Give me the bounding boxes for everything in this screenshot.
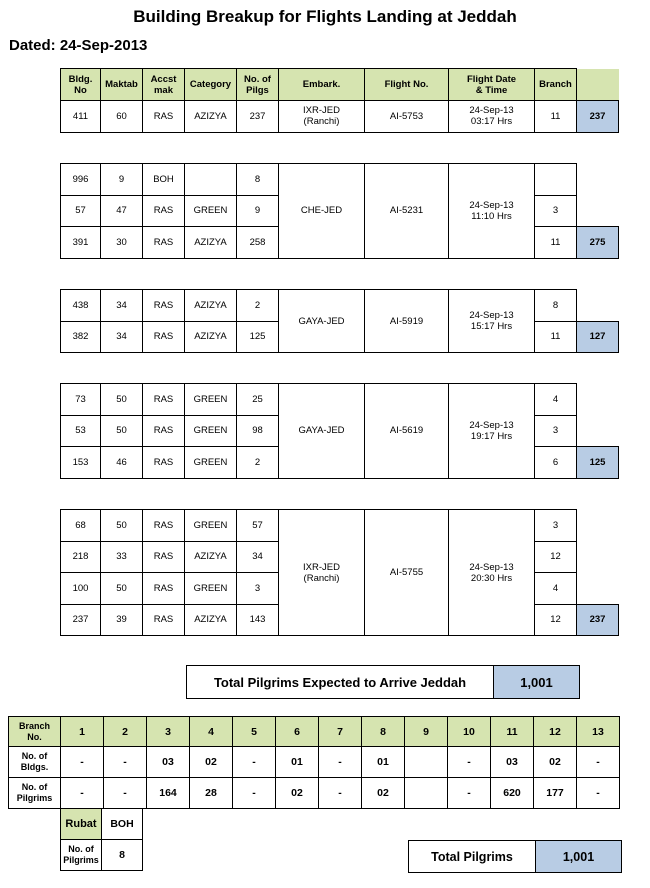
pilgrims-count-cell	[405, 778, 448, 809]
pilgs-cell: 3	[237, 573, 279, 605]
pilgs-cell: 34	[237, 541, 279, 573]
flight-datetime-cell: 24-Sep-13 19:17 Hrs	[449, 384, 535, 479]
bldg-no-cell: 382	[61, 321, 101, 353]
branch-number-cell: 7	[319, 717, 362, 747]
pilgs-cell: 9	[237, 195, 279, 227]
flight-no-cell: AI-5753	[365, 101, 449, 133]
bldgs-count-cell	[405, 747, 448, 778]
pilgs-cell: 143	[237, 604, 279, 636]
bldg-no-cell: 53	[61, 415, 101, 447]
pilgs-cell: 57	[237, 510, 279, 542]
flight-no-cell: AI-5231	[365, 164, 449, 259]
col-header: No. of Pilgs	[237, 69, 279, 101]
rubat-table	[60, 808, 143, 871]
expected-total-box	[186, 665, 580, 699]
flight-datetime-cell: 24-Sep-13 15:17 Hrs	[449, 290, 535, 353]
branch-number-cell: 3	[147, 717, 190, 747]
flight-datetime-cell: 24-Sep-13 03:17 Hrs	[449, 101, 535, 133]
accst-mak-cell: RAS	[143, 227, 185, 259]
bldg-no-cell: 438	[61, 290, 101, 322]
pilgs-cell: 98	[237, 415, 279, 447]
pilgs-cell: 125	[237, 321, 279, 353]
empty-cell	[577, 164, 619, 196]
branch-cell	[535, 164, 577, 196]
category-cell: GREEN	[185, 415, 237, 447]
pilgrims-count-cell: 28	[190, 778, 233, 809]
pilgrims-count-cell: -	[61, 778, 104, 809]
pilgrims-count-cell: -	[104, 778, 147, 809]
flight-no-cell: AI-5919	[365, 290, 449, 353]
branch-number-cell: 12	[534, 717, 577, 747]
flight-datetime-cell: 24-Sep-13 11:10 Hrs	[449, 164, 535, 259]
branch-cell: 6	[535, 447, 577, 479]
category-cell: GREEN	[185, 195, 237, 227]
branch-cell: 11	[535, 227, 577, 259]
embark-cell: IXR-JED (Ranchi)	[279, 101, 365, 133]
maktab-cell: 30	[101, 227, 143, 259]
branch-cell: 4	[535, 384, 577, 416]
maktab-cell: 34	[101, 321, 143, 353]
group-total-cell: 237	[577, 101, 619, 133]
col-header: Maktab	[101, 69, 143, 101]
pilgrims-count-cell: -	[233, 778, 276, 809]
branch-number-cell: 9	[405, 717, 448, 747]
maktab-cell: 50	[101, 510, 143, 542]
category-cell: AZIZYA	[185, 321, 237, 353]
branch-cell: 8	[535, 290, 577, 322]
branch-no-header: Branch No.	[9, 717, 61, 747]
col-header: Category	[185, 69, 237, 101]
empty-cell	[577, 290, 619, 322]
empty-cell	[577, 510, 619, 542]
branch-number-cell: 4	[190, 717, 233, 747]
expected-total-value: 1,001	[494, 666, 579, 698]
category-cell	[185, 164, 237, 196]
bldg-no-cell: 153	[61, 447, 101, 479]
maktab-cell: 50	[101, 573, 143, 605]
bldg-no-cell: 73	[61, 384, 101, 416]
table-row	[61, 290, 619, 322]
bldg-no-cell: 100	[61, 573, 101, 605]
bldgs-count-cell: -	[233, 747, 276, 778]
pilgrims-count-cell: -	[448, 778, 491, 809]
category-cell: GREEN	[185, 384, 237, 416]
accst-mak-cell: RAS	[143, 573, 185, 605]
category-cell: GREEN	[185, 447, 237, 479]
bldgs-count-cell: 03	[147, 747, 190, 778]
accst-mak-cell: RAS	[143, 447, 185, 479]
accst-mak-cell: RAS	[143, 415, 185, 447]
accst-mak-cell: RAS	[143, 321, 185, 353]
pilgrims-count-cell: -	[577, 778, 620, 809]
embark-cell: IXR-JED (Ranchi)	[279, 510, 365, 636]
table-row	[61, 510, 619, 542]
bldgs-count-cell: -	[577, 747, 620, 778]
category-cell: AZIZYA	[185, 541, 237, 573]
empty-cell	[577, 573, 619, 605]
bldgs-count-cell: -	[448, 747, 491, 778]
maktab-cell: 33	[101, 541, 143, 573]
accst-mak-cell: RAS	[143, 510, 185, 542]
pilgs-cell: 258	[237, 227, 279, 259]
pilgrims-count-cell: 02	[362, 778, 405, 809]
bldg-no-cell: 68	[61, 510, 101, 542]
maktab-cell: 46	[101, 447, 143, 479]
bldg-no-cell: 411	[61, 101, 101, 133]
maktab-cell: 47	[101, 195, 143, 227]
branch-number-cell: 2	[104, 717, 147, 747]
rubat-label: Rubat	[61, 809, 102, 840]
accst-mak-cell: RAS	[143, 290, 185, 322]
bldg-no-cell: 237	[61, 604, 101, 636]
branch-cell: 12	[535, 541, 577, 573]
branch-summary-table	[8, 716, 620, 809]
empty-cell	[577, 541, 619, 573]
bldg-no-cell: 218	[61, 541, 101, 573]
bldgs-count-cell: -	[319, 747, 362, 778]
total-pilgrims-box	[408, 840, 622, 873]
bldgs-count-cell: 02	[534, 747, 577, 778]
branch-number-cell: 11	[491, 717, 534, 747]
bldgs-count-cell: 03	[491, 747, 534, 778]
maktab-cell: 50	[101, 384, 143, 416]
empty-cell	[577, 195, 619, 227]
accst-mak-cell: RAS	[143, 541, 185, 573]
rubat-pilgrims-label: No. of Pilgrims	[61, 840, 102, 871]
col-header: Bldg. No	[61, 69, 101, 101]
maktab-cell: 60	[101, 101, 143, 133]
category-cell: AZIZYA	[185, 101, 237, 133]
category-cell: AZIZYA	[185, 604, 237, 636]
pilgrims-count-cell: 620	[491, 778, 534, 809]
pilgs-cell: 2	[237, 290, 279, 322]
accst-mak-cell: BOH	[143, 164, 185, 196]
category-cell: GREEN	[185, 510, 237, 542]
expected-total-label: Total Pilgrims Expected to Arrive Jeddah	[187, 666, 494, 698]
branch-cell: 3	[535, 195, 577, 227]
accst-mak-cell: RAS	[143, 384, 185, 416]
bldgs-count-cell: 02	[190, 747, 233, 778]
category-cell: AZIZYA	[185, 290, 237, 322]
pilgrims-count-cell: 177	[534, 778, 577, 809]
col-header: Accst mak	[143, 69, 185, 101]
flight-datetime-cell: 24-Sep-13 20:30 Hrs	[449, 510, 535, 636]
branch-cell: 11	[535, 321, 577, 353]
maktab-cell: 34	[101, 290, 143, 322]
rubat-value: BOH	[102, 809, 143, 840]
rubat-pilgrims-value: 8	[102, 840, 143, 871]
page-title: Building Breakup for Flights Landing at Jeddah	[133, 7, 517, 26]
branch-number-cell: 1	[61, 717, 104, 747]
accst-mak-cell: RAS	[143, 604, 185, 636]
branch-number-cell: 5	[233, 717, 276, 747]
bldgs-count-cell: -	[61, 747, 104, 778]
branch-cell: 11	[535, 101, 577, 133]
branch-cell: 3	[535, 510, 577, 542]
group-total-cell: 275	[577, 227, 619, 259]
bldg-no-cell: 391	[61, 227, 101, 259]
accst-mak-cell: RAS	[143, 195, 185, 227]
group-total-cell: 237	[577, 604, 619, 636]
embark-cell: CHE-JED	[279, 164, 365, 259]
empty-cell	[577, 415, 619, 447]
category-cell: GREEN	[185, 573, 237, 605]
group-total-cell: 125	[577, 447, 619, 479]
accst-mak-cell: RAS	[143, 101, 185, 133]
branch-number-cell: 6	[276, 717, 319, 747]
col-header: Embark.	[279, 69, 365, 101]
empty-cell	[577, 384, 619, 416]
pilgrims-count-cell: 02	[276, 778, 319, 809]
col-header: Flight No.	[365, 69, 449, 101]
table-row	[61, 164, 619, 196]
embark-cell: GAYA-JED	[279, 290, 365, 353]
pilgs-cell: 8	[237, 164, 279, 196]
flight-group-table	[60, 163, 619, 259]
total-pilgrims-label: Total Pilgrims	[409, 841, 536, 872]
flight-no-cell: AI-5755	[365, 510, 449, 636]
flight-group-table	[60, 383, 619, 479]
maktab-cell: 50	[101, 415, 143, 447]
dated-label: Dated: 24-Sep-2013	[9, 37, 148, 54]
bldg-no-cell: 57	[61, 195, 101, 227]
col-header: Flight Date & Time	[449, 69, 535, 101]
pilgrims-count-cell: 164	[147, 778, 190, 809]
embark-cell: GAYA-JED	[279, 384, 365, 479]
pilgs-cell: 237	[237, 101, 279, 133]
category-cell: AZIZYA	[185, 227, 237, 259]
flight-group-table	[60, 289, 619, 353]
pilgrims-count-cell: -	[319, 778, 362, 809]
table-row	[61, 384, 619, 416]
pilgrims-row-label: No. of Pilgrims	[9, 778, 61, 809]
col-header: Branch	[535, 69, 577, 101]
maktab-cell: 9	[101, 164, 143, 196]
bldgs-count-cell: 01	[362, 747, 405, 778]
bldgs-row-label: No. of Bldgs.	[9, 747, 61, 778]
maktab-cell: 39	[101, 604, 143, 636]
flight-group-table	[60, 509, 619, 636]
bldg-no-cell: 996	[61, 164, 101, 196]
branch-cell: 3	[535, 415, 577, 447]
pilgs-cell: 2	[237, 447, 279, 479]
pilgs-cell: 25	[237, 384, 279, 416]
branch-cell: 12	[535, 604, 577, 636]
table-row	[61, 101, 619, 133]
bldgs-count-cell: -	[104, 747, 147, 778]
bldgs-count-cell: 01	[276, 747, 319, 778]
group-total-cell: 127	[577, 321, 619, 353]
flight-group-table	[60, 68, 619, 133]
total-pilgrims-value: 1,001	[536, 841, 621, 872]
branch-number-cell: 13	[577, 717, 620, 747]
branch-number-cell: 10	[448, 717, 491, 747]
branch-cell: 4	[535, 573, 577, 605]
branch-number-cell: 8	[362, 717, 405, 747]
flight-no-cell: AI-5619	[365, 384, 449, 479]
